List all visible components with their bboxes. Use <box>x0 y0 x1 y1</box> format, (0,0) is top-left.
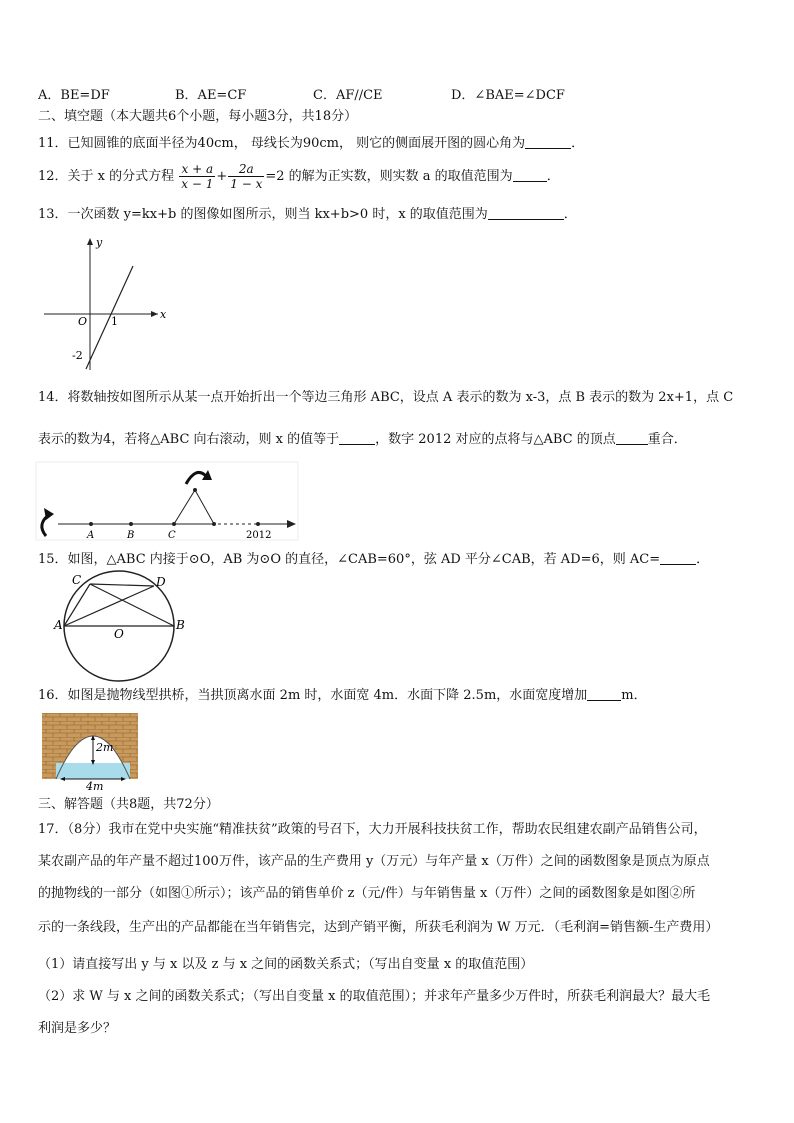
question-11: 11．已知圆锥的底面半径为40cm， 母线长为90cm， 则它的侧面展开图的圆心角为 ． <box>38 136 585 151</box>
question-16: 16．如图是抛物线型拱桥，当拱顶离水面 2m 时，水面宽 4m．水面下降 2.5m，水面宽度增加 m． <box>38 688 647 703</box>
question-17-part-2-cont: 利润是多少？ <box>38 1021 117 1036</box>
question-17-part-2: （2）求 W 与 x 之间的函数关系式；（写出自变量 x 的取值范围）；并求年产量多少万件时，所获毛利润最大？最大毛 <box>38 989 711 1004</box>
question-16-text: 16．如图是抛物线型拱桥，当拱顶离水面 2m 时，水面宽 4m．水面下降 2.5m，水面宽度增加 <box>38 688 588 703</box>
number-line-triangle-figure <box>36 462 300 544</box>
question-13-text: 13．一次函数 y=kx+b 的图像如图所示，则当 kx+b>0 时，x 的取值范围为 <box>38 207 488 222</box>
roll-arrow-icon <box>186 472 206 484</box>
answer-blank[interactable] <box>587 688 621 701</box>
question-12-suffix: =2 的解为正实数，则实数 a 的取值范围为 <box>265 169 513 184</box>
question-17-line-3: 的抛物线的一部分（如图①所示）；该产品的销售单价 z（元/件）与年销售量 x（万件）之间的函数图象是如图②所 <box>38 886 696 901</box>
arch-bridge-figure <box>42 713 140 791</box>
origin-label: O <box>78 315 88 328</box>
question-14-line-2: 表示的数为4，若将△ABC 向右滚动，则 x 的值等于 ，数字 2012 对应的点将与△ABC 的顶点 重合． <box>38 432 687 447</box>
height-label: 2m <box>96 741 114 754</box>
label-d: D <box>156 575 166 589</box>
circle-figure <box>50 572 190 684</box>
option-b: B．AE=CF <box>175 88 247 103</box>
section-2-heading: 二、填空题（本大题共6个小题，每小题3分，共18分） <box>38 109 358 124</box>
width-label: 4m <box>86 780 104 793</box>
question-17-line-2: 某农副产品的年产量不超过100万件，该产品的生产费用 y（万元）与年产量 x（万件）之间的函数图象是顶点为原点 <box>38 854 710 869</box>
question-13: 13．一次函数 y=kx+b 的图像如图所示，则当 kx+b>0 时，x 的取值范围为 ． <box>38 207 577 222</box>
answer-blank[interactable] <box>513 169 547 182</box>
answer-blank[interactable] <box>488 207 564 220</box>
y-axis-label: y <box>96 236 103 249</box>
fraction-2: $\frac{2a}{1 - x}$ <box>230 162 263 191</box>
x-intercept-label: 1 <box>111 315 118 328</box>
label-b: B <box>127 530 135 541</box>
question-15-text: 15．如图，△ABC 内接于⊙O，AB 为⊙O 的直径，∠CAB=60°，弦 AD 平分∠CAB，若 AD=6，则 AC= <box>38 552 661 567</box>
answer-blank[interactable] <box>339 432 375 445</box>
label-c: C <box>168 530 176 541</box>
label-o: O <box>114 627 124 641</box>
question-12: 12．关于 x 的分式方程 $\frac{x + a}{x - 1}$ + $\frac{2a}{1 - x}$ =2 的解为正实数，则实数 a 的取值范围为 ． <box>38 162 560 191</box>
fraction-1: $\frac{x + a}{x - 1}$ <box>181 162 214 191</box>
label-a: A <box>54 618 63 632</box>
question-17-line-4: 示的一条线段，生产出的产品都能在当年销售完，达到产销平衡，所获毛利润为 W 万元．（毛利润=销售额-生产费用） <box>38 920 719 935</box>
option-c: C．AF//CE <box>313 88 383 103</box>
question-17-line-1: 17．（8分）我市在党中央实施“精准扶贫”政策的号召下，大力开展科技扶贫工作，帮助农民组建农副产品销售公司， <box>38 822 707 837</box>
label-a: A <box>87 530 95 541</box>
option-a: A．BE=DF <box>38 88 110 103</box>
label-b: B <box>176 618 185 632</box>
answer-blank[interactable] <box>616 432 648 445</box>
question-14-line-1: 14．将数轴按如图所示从某一点开始折出一个等边三角形 ABC，设点 A 表示的数为 x-3，点 B 表示的数为 2x+1，点 C <box>38 390 734 405</box>
question-12-prefix: 12．关于 x 的分式方程 <box>38 169 175 184</box>
section-3-heading: 三、解答题（共8题，共72分） <box>38 797 219 812</box>
label-c: C <box>72 573 82 587</box>
question-17-part-1: （1）请直接写出 y 与 x 以及 z 与 x 之间的函数关系式；（写出自变量 x 的取值范围） <box>38 957 534 972</box>
answer-blank[interactable] <box>660 552 696 565</box>
question-11-text: 11．已知圆锥的底面半径为40cm， 母线长为90cm， 则它的侧面展开图的圆心角为 <box>38 136 526 151</box>
question-15: 15．如图，△ABC 内接于⊙O，AB 为⊙O 的直径，∠CAB=60°，弦 AD 平分∠CAB，若 AD=6，则 AC= ． <box>38 552 710 567</box>
label-2012: 2012 <box>246 530 272 541</box>
option-d: D．∠BAE=∠DCF <box>451 88 565 103</box>
answer-blank[interactable] <box>525 136 571 149</box>
y-intercept-label: -2 <box>72 349 83 362</box>
linear-function-graph <box>38 232 178 372</box>
x-axis-label: x <box>160 308 167 321</box>
